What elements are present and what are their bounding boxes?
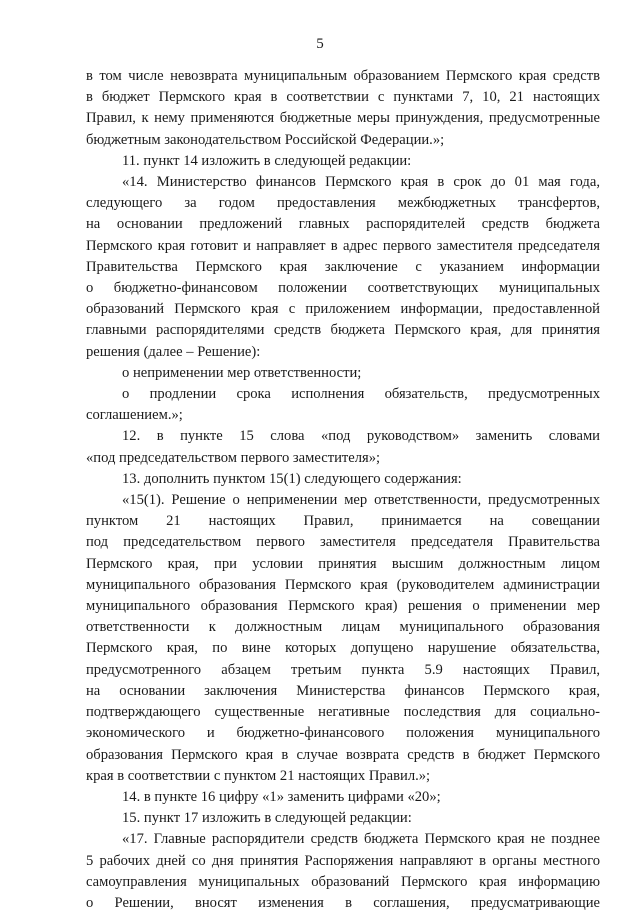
text-line: соглашением.»; — [86, 407, 183, 424]
paragraph — [86, 66, 600, 151]
text-line: самоуправления муниципальных образований Пермского края информацию — [86, 873, 600, 890]
text-line: ответственности к должностным лицам муниципального образования — [86, 619, 600, 636]
text-line: о Решении, вносят изменения в соглашения, предусматривающие — [86, 894, 600, 911]
paragraph — [86, 384, 600, 426]
paragraph — [86, 469, 600, 490]
text-line: предусмотренного абзацем третьим пункта 5.9 настоящих Правил, — [86, 661, 600, 678]
text-line: под председательством первого заместителя председателя Правительства — [86, 534, 600, 551]
text-line: в том числе невозврата муниципальным образованием Пермского края средств — [86, 68, 600, 84]
page-number: 5 — [316, 36, 324, 52]
text-line: экономического и бюджетно-финансового положения муниципального — [86, 725, 600, 742]
text-line: образований Пермского края с приложением информации, предоставленной — [86, 301, 600, 318]
text-line: 14. в пункте 16 цифру «1» заменить цифрами «20»; — [122, 788, 441, 805]
paragraph — [86, 490, 600, 787]
text-line: «17. Главные распорядители средств бюджета Пермского края не позднее — [122, 831, 600, 848]
text-line: на основании заключения Министерства финансов Пермского края, — [86, 682, 600, 699]
text-line: 11. пункт 14 изложить в следующей редакции: — [122, 152, 412, 169]
text-line: муниципального образования Пермского края) решения о применении мер — [86, 598, 600, 615]
paragraph — [86, 172, 600, 363]
text-line: следующего за годом предоставления межбюджетных трансфертов, — [86, 195, 600, 212]
text-line: бюджетным законодательством Российской Федерации.»; — [86, 131, 445, 148]
document-body — [86, 66, 600, 914]
text-line: главными распорядителями средств бюджета Пермского края, для принятия — [86, 322, 600, 339]
text-line: подтверждающего существенные негативные последствия для социально- — [86, 704, 600, 721]
text-line: Пермского края готовит и направляет в адрес первого заместителя председателя — [86, 237, 600, 254]
text-line: края в соответствии с пунктом 21 настоящих Правил.»; — [86, 767, 431, 784]
paragraph — [86, 787, 600, 808]
text-line: «под председательством первого заместителя»; — [86, 449, 381, 466]
text-line: 12. в пункте 15 слова «под руководством» заменить словами — [122, 428, 600, 445]
text-line: решения (далее – Решение): — [86, 343, 261, 360]
text-line: 15. пункт 17 изложить в следующей редакции: — [122, 810, 412, 827]
text-line: в бюджет Пермского края в соответствии с пунктами 7, 10, 21 настоящих — [86, 89, 600, 106]
text-line: на основании предложений главных распорядителей средств бюджета — [86, 216, 600, 233]
text-line: Правительства Пермского края заключение с указанием информации — [86, 258, 600, 275]
text-line: «14. Министерство финансов Пермского края в срок до 01 мая года, — [122, 174, 600, 191]
paragraph — [86, 363, 600, 384]
text-line: о неприменении мер ответственности; — [122, 364, 362, 381]
paragraph — [86, 426, 600, 468]
text-line: Пермского края, по вине которых допущено нарушение обязательства, — [86, 640, 600, 657]
text-line: о продлении срока исполнения обязательств, предусмотренных — [122, 386, 600, 403]
text-line: о бюджетно-финансовом положении соответствующих муниципальных — [86, 280, 600, 297]
text-line: 5 рабочих дней со дня принятия Распоряжения направляют в органы местного — [86, 852, 600, 869]
text-line: пунктом 21 настоящих Правил, принимается на совещании — [86, 513, 600, 530]
text-line: «15(1). Решение о неприменении мер ответственности, предусмотренных — [122, 492, 600, 509]
text-line: 13. дополнить пунктом 15(1) следующего содержания: — [122, 470, 462, 487]
text-line: муниципального образования Пермского края (руководителем администрации — [86, 576, 600, 593]
text-line: Правил, к нему применяются бюджетные меры принуждения, предусмотренные — [86, 110, 600, 127]
paragraph — [86, 151, 600, 172]
text-line: образования Пермского края в случае возврата средств в бюджет Пермского — [86, 746, 600, 763]
text-line: Пермского края, при условии принятия высшим должностным лицом — [86, 555, 600, 572]
paragraph — [86, 829, 600, 914]
paragraph — [86, 808, 600, 829]
